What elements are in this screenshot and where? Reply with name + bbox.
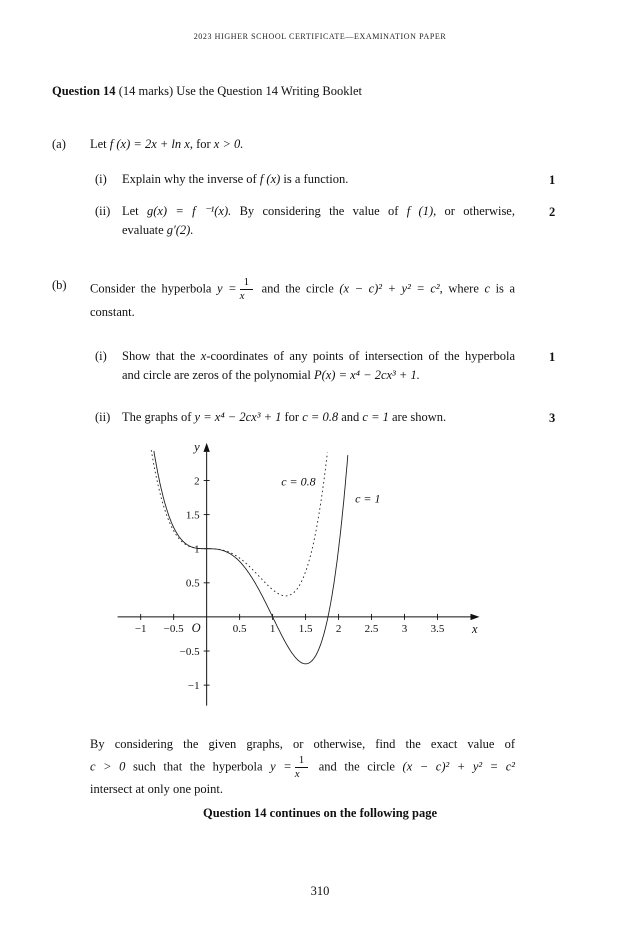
closing-paragraph (90, 735, 515, 800)
svg-text:−1: −1 (134, 622, 147, 635)
text-line (122, 347, 515, 366)
text-segment: and the circle (256, 281, 340, 296)
part-a-ii (95, 202, 556, 240)
fraction-denominator: x (294, 767, 300, 780)
part-b-ii-text (122, 408, 515, 427)
mark-badge: 1 (549, 173, 556, 187)
fraction-denominator: x (239, 290, 245, 303)
continue-note: Question 14 continues on the following page (202, 806, 438, 820)
text-segment: Show that the (122, 348, 201, 363)
svg-text:−0.5: −0.5 (163, 622, 184, 635)
svg-text:c = 1: c = 1 (355, 491, 381, 506)
text-line (122, 221, 515, 240)
page-number: 310 (310, 884, 330, 898)
math-expression: c (484, 281, 491, 296)
math-expression: (x − c)² + y² = c² (402, 758, 515, 773)
text-line: By considering the given graphs, or otherwise, find the exact value of (90, 736, 515, 751)
math-expression: x (200, 348, 207, 363)
svg-text:x: x (471, 621, 478, 636)
part-a (52, 135, 515, 154)
text-segment: -coordinates of any points of intersection of the hyperbola (206, 348, 515, 363)
svg-text:0.5: 0.5 (232, 622, 247, 635)
fraction-numerator: 1 (295, 754, 309, 768)
text-segment: is a (490, 281, 515, 296)
svg-text:1: 1 (269, 622, 276, 635)
fraction (240, 276, 254, 303)
math-expression: c > 0 (90, 758, 126, 773)
svg-text:2: 2 (335, 622, 342, 635)
svg-text:3: 3 (401, 622, 408, 635)
math-expression: y = (270, 758, 292, 773)
graph (109, 441, 515, 719)
mark-badge: 3 (549, 410, 556, 425)
text-line: constant. (90, 304, 135, 319)
text-line (90, 754, 515, 781)
svg-text:0.5: 0.5 (185, 577, 200, 590)
text-segment: or otherwise, (436, 204, 515, 218)
svg-text:O: O (191, 620, 201, 635)
part-b-i (95, 347, 556, 385)
math-expression: P(x) = x⁴ − 2cx³ + 1. (313, 367, 420, 382)
text-segment: Let (122, 204, 147, 218)
part-b-i-label: (i) (95, 348, 107, 363)
part-a-ii-label: (ii) (95, 204, 111, 218)
text-segment: and (338, 409, 363, 424)
part-a-label: (a) (52, 137, 66, 151)
svg-text:1.5: 1.5 (298, 622, 313, 635)
math-expression: c = 0.8 (302, 409, 339, 424)
text-segment: By considering the value of (231, 204, 407, 218)
part-b-i-text (122, 347, 515, 385)
mark-badge: 2 (549, 205, 556, 219)
text-line: intersect at only one point. (90, 782, 223, 797)
part-a-ii-text (122, 202, 515, 240)
mark-badge: 1 (549, 349, 556, 364)
math-expression: x > 0. (213, 137, 244, 151)
math-expression: f (x) (259, 172, 281, 186)
svg-text:c = 0.8: c = 0.8 (281, 474, 316, 489)
text-segment: for (281, 409, 303, 424)
svg-text:−1: −1 (187, 679, 200, 692)
part-b-label: (b) (52, 278, 67, 292)
text-segment: Let (90, 137, 110, 151)
math-expression: y = x⁴ − 2cx³ + 1 (194, 409, 282, 424)
part-b (52, 276, 515, 322)
math-expression: y = (217, 281, 237, 296)
text-segment: are shown. (388, 409, 447, 424)
math-expression: f (x) = 2x + ln x (109, 137, 190, 151)
svg-text:y: y (194, 440, 200, 454)
text-segment: is a function. (280, 172, 349, 186)
question-title (52, 82, 515, 101)
graph-svg (109, 441, 489, 713)
text-segment: The graphs of (122, 409, 195, 424)
part-b-ii (95, 408, 556, 427)
math-expression: g(x) = f ⁻¹(x). (146, 204, 232, 218)
part-a-i (95, 170, 556, 189)
svg-text:2: 2 (194, 475, 200, 488)
math-expression: f (1), (406, 204, 437, 218)
part-a-i-label: (i) (95, 172, 107, 186)
text-segment: such that the hyperbola (125, 758, 271, 773)
text-segment: where (442, 281, 485, 296)
svg-text:3.5: 3.5 (430, 622, 445, 635)
part-a-i-text (122, 170, 515, 189)
text-line (122, 366, 515, 385)
text-line (90, 276, 515, 303)
text-segment: and circle are zeros of the polynomial (122, 367, 314, 382)
text-segment: and the circle (311, 758, 403, 773)
content-column (52, 82, 556, 799)
svg-text:2.5: 2.5 (364, 622, 379, 635)
text-segment: evaluate (122, 223, 167, 237)
fraction (295, 754, 309, 781)
math-expression: c = 1 (362, 409, 389, 424)
question-title-rest: (14 marks) Use the Question 14 Writing Booklet (115, 84, 363, 98)
text-segment: Explain why the inverse of (122, 172, 260, 186)
part-a-intro (90, 135, 515, 154)
part-b-ii-label: (ii) (95, 409, 111, 424)
text-segment: Consider the hyperbola (90, 281, 218, 296)
page-header: 2023 HIGHER SCHOOL CERTIFICATE—EXAMINATION PAPER (193, 32, 447, 41)
math-expression: g′(2). (166, 223, 194, 237)
svg-text:−0.5: −0.5 (179, 645, 200, 658)
math-expression: (x − c)² + y² = c², (339, 281, 443, 296)
text-line (122, 202, 515, 221)
fraction-numerator: 1 (240, 276, 254, 290)
svg-text:1.5: 1.5 (185, 509, 200, 522)
svg-text:1: 1 (194, 543, 200, 556)
part-b-intro (90, 276, 515, 322)
question-number: Question 14 (52, 84, 116, 98)
text-segment: , for (189, 137, 214, 151)
